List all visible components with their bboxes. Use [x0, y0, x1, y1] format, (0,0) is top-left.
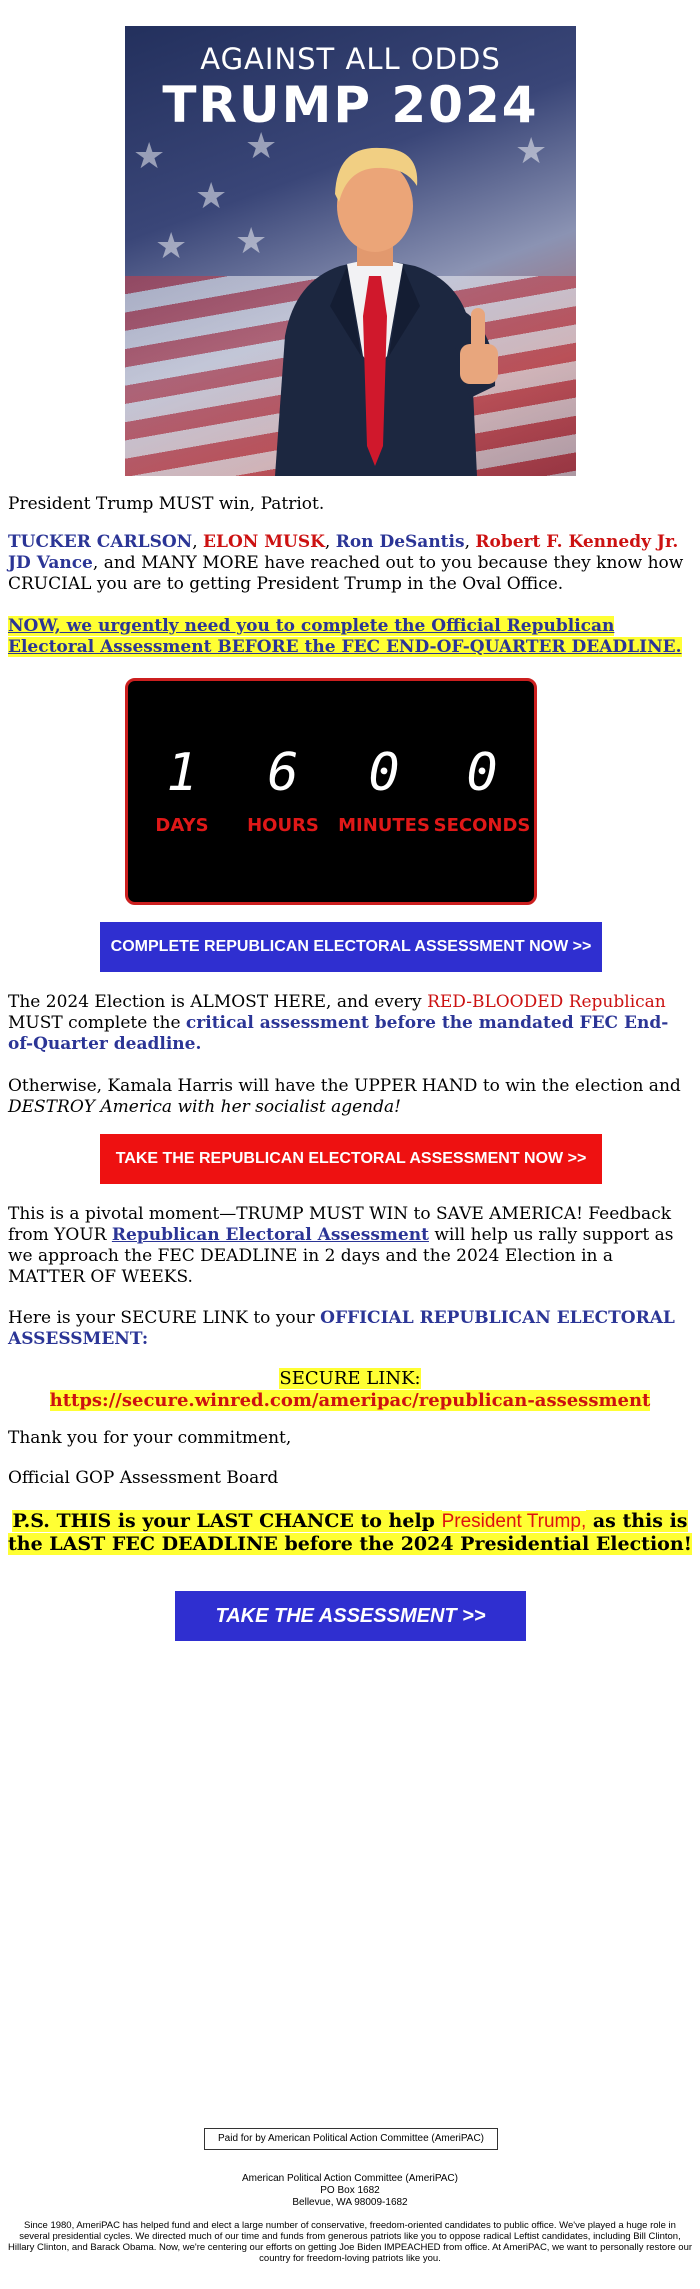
pivotal-text-b: will help us rally support as we approach the FEC DEADLINE in 2 days and the 2024 Election in a MATTER OF WEEKS. [8, 1225, 674, 1287]
pivotal-text-a: This is a pivotal moment—TRUMP MUST WIN to SAVE AMERICA! Feedback from YOUR [8, 1204, 672, 1245]
name-vance: JD Vance [8, 553, 93, 573]
countdown-hours-label: HOURS [247, 815, 319, 836]
name-desantis: Ron DeSantis [335, 532, 465, 552]
flag-star-icon: ★ [515, 131, 548, 172]
name-separator: , [192, 532, 198, 552]
thanks-line: Thank you for your commitment, [8, 1428, 292, 1448]
footer-about: Since 1980, AmeriPAC has helped fund and elect a large number of conservative, freedom-oriented candidates to public office. We've played a huge role in several presidential cycles. We directed much of our time and funds from generous patriots like you to oppose radical Leftist candidates, including Bill Clinton, Hillary Clinton, and Barack Obama. Now, we're centering our efforts on getting Joe Biden IMPEACHED from office. At AmeriPAC, we want to personally restore our country for freedom-loving patriots like you. [8, 2220, 693, 2264]
footer-address [0, 2173, 700, 2209]
election-red-text: RED-BLOODED Republican [427, 992, 666, 1012]
secure-link-url[interactable]: https://secure.winred.com/ameripac/republican-assessment [49, 1390, 651, 1411]
name-tucker: TUCKER CARLSON [8, 532, 193, 552]
hero-banner[interactable] [125, 26, 576, 476]
name-separator: , [324, 532, 331, 552]
secure-link-label: SECURE LINK: [279, 1368, 421, 1389]
secure-text: Here is your SECURE LINK to your [8, 1308, 321, 1328]
paid-for-disclaimer: Paid for by American Political Action Committee (AmeriPAC) [204, 2128, 498, 2150]
name-separator: , [92, 553, 99, 573]
endorsers-rest: and MANY MORE have reached out to you because they know how CRUCIAL you are to getting President Trump in the Oval Office. [8, 553, 684, 594]
hero-headline: TRUMP 2024 [162, 76, 539, 134]
footer-po-box: PO Box 1682 [320, 2185, 380, 2196]
hero-tagline: AGAINST ALL ODDS [200, 42, 501, 76]
complete-assessment-button[interactable]: COMPLETE REPUBLICAN ELECTORAL ASSESSMENT NOW >> [100, 922, 602, 972]
countdown-hours-value: 6 [267, 743, 299, 803]
signature-line: Official GOP Assessment Board [8, 1468, 279, 1488]
trump-thumbs-up-photo [125, 26, 576, 476]
flag-star-icon: ★ [155, 226, 188, 267]
otherwise-text: Otherwise, Kamala Harris will have the UPPER HAND to win the election and [8, 1076, 681, 1096]
otherwise-italic: DESTROY America with her socialist agenda! [8, 1097, 401, 1117]
election-text-a: The 2024 Election is ALMOST HERE, and every [8, 992, 428, 1012]
flag-star-icon: ★ [133, 136, 166, 177]
urgent-text: NOW, we urgently need you to complete the Official Republican Electoral Assessment BEFORE the FEC END-OF-QUARTER DEADLINE. [8, 616, 682, 657]
footer-org: American Political Action Committee (AmeriPAC) [242, 2173, 458, 2184]
election-text-b: MUST complete the [8, 1013, 186, 1033]
ps-text-a: P.S. THIS is your LAST CHANCE to help [12, 1510, 442, 1532]
countdown-days-value: 1 [166, 743, 198, 803]
name-rfk: Robert F. Kennedy Jr. [475, 532, 679, 552]
countdown-days-label: DAYS [155, 815, 209, 836]
name-elon: ELON MUSK [203, 532, 325, 552]
pivotal-paragraph [8, 1204, 688, 1288]
flag-star-icon: ★ [195, 176, 228, 217]
countdown-timer [125, 678, 537, 905]
election-blue-text: critical assessment before the mandated FEC End-of-Quarter deadline. [8, 1013, 669, 1054]
flag-star-icon: ★ [235, 221, 268, 262]
intro-line: President Trump MUST win, Patriot. [8, 494, 325, 514]
countdown-minutes-label: MINUTES [338, 815, 430, 836]
otherwise-paragraph [8, 1076, 688, 1118]
ps-paragraph [8, 1510, 692, 1556]
countdown-seconds-value: 0 [466, 743, 498, 803]
urgent-notice [8, 616, 688, 658]
endorsers-paragraph [8, 532, 688, 595]
secure-link-block [0, 1368, 700, 1412]
flag-star-icon: ★ [245, 126, 278, 167]
countdown-minutes-value: 0 [368, 743, 400, 803]
election-paragraph [8, 992, 688, 1055]
name-separator: , [464, 532, 470, 552]
secure-paragraph [8, 1308, 688, 1350]
ps-text-b: as this is the LAST FEC DEADLINE before the 2024 Presidential Election! [8, 1510, 692, 1555]
take-assessment-button[interactable]: TAKE THE REPUBLICAN ELECTORAL ASSESSMENT NOW >> [100, 1134, 602, 1184]
assessment-link[interactable]: Republican Electoral Assessment [111, 1225, 429, 1245]
secure-blue-text: OFFICIAL REPUBLICAN ELECTORAL ASSESSMENT: [8, 1308, 675, 1349]
footer-city: Bellevue, WA 98009-1682 [292, 2197, 408, 2208]
ps-red-text: President Trump, [441, 1511, 587, 1532]
countdown-seconds-label: SECONDS [433, 815, 531, 836]
take-the-assessment-button[interactable]: TAKE THE ASSESSMENT >> [175, 1591, 526, 1641]
